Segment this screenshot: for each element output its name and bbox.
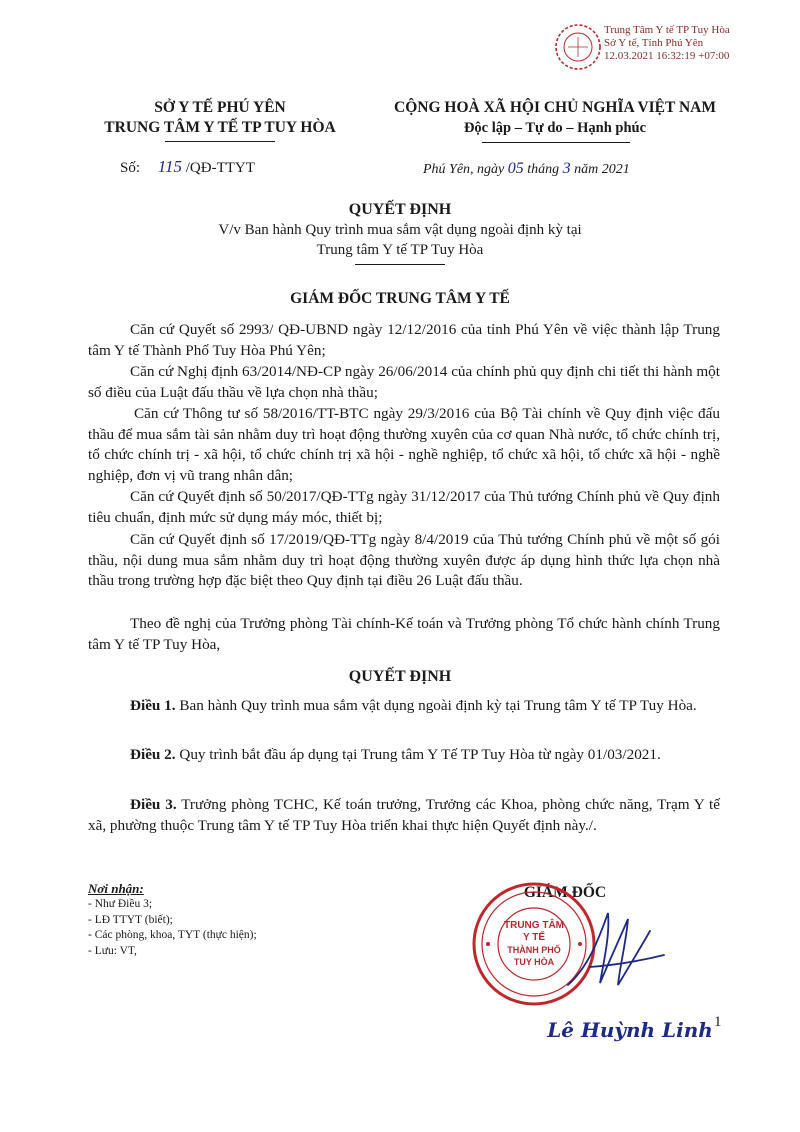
- recipient-item: - Các phòng, khoa, TYT (thực hiện);: [88, 929, 257, 941]
- article-1: [88, 696, 720, 717]
- basis-paragraph-3: Căn cứ Thông tư số 58/2016/TT-BTC ngày 29/3/2016 của Bộ Tài chính về Quy định việc đấu thầu để mua sắm tài sản nhằm duy trì hoạt động thường xuyên của cơ quan Nhà nước, tổ chức chính trị, tổ chức chính trị - xã hội, tổ chức chính trị xã hội - nghề nghiệp, tổ chức xã hội, tổ chức xã hội - nghề nghiệp, đơn vị vũ trang nhân dân;: [88, 405, 720, 484]
- recipients-block: [88, 880, 348, 959]
- digital-signature-block: [552, 22, 782, 72]
- recipients-title: Nơi nhận:: [88, 881, 144, 896]
- handwritten-signature: [560, 905, 670, 995]
- issuing-agency: [70, 98, 370, 138]
- digital-signature-line3: 12.03.2021 16:32:19 +07:00: [604, 50, 730, 62]
- national-title: [375, 98, 735, 139]
- date-month: 3: [562, 160, 571, 177]
- title-underline: [355, 264, 445, 265]
- document-date: [423, 160, 630, 178]
- article-3-text: Trưởng phòng TCHC, Kế toán trưởng, Trưởng các Khoa, phòng chức năng, Trạm Y tế xã, phường thuộc Trung tâm Y tế TP Tuy Hòa triển khai thực hiện Quyết định này./.: [88, 796, 720, 834]
- agency-underline: [165, 141, 275, 142]
- agency-line1: SỞ Y TẾ PHÚ YÊN: [154, 99, 286, 116]
- number-prefix: Số:: [120, 160, 141, 176]
- authority-heading: GIÁM ĐỐC TRUNG TÂM Y TẾ: [290, 290, 510, 307]
- recipient-item: - LĐ TTYT (biết);: [88, 913, 173, 926]
- title-block: [100, 200, 700, 260]
- stamp-line-4: TUY HÒA: [513, 957, 555, 967]
- date-day: 05: [507, 160, 524, 177]
- basis-paragraph-2: Căn cứ Nghị định 63/2014/NĐ-CP ngày 26/06/2014 của chính phủ quy định chi tiết thi hành một số điều của Luật đấu thầu về lựa chọn nhà thầu;: [88, 363, 720, 401]
- recipient-item: - Như Điều 3;: [88, 898, 153, 910]
- stamp-line-1: TRUNG TÂM: [504, 920, 564, 931]
- stamp-line-2: Y TẾ: [522, 932, 546, 943]
- stamp-line-3: THÀNH PHỐ: [507, 945, 561, 955]
- signer-title: GIÁM ĐỐC: [523, 884, 607, 901]
- article-2-text: Quy trình bắt đầu áp dụng tại Trung tâm Y Tế TP Tuy Hòa từ ngày 01/03/2021.: [179, 746, 661, 763]
- article-2: [88, 745, 720, 766]
- national-title-line1: CỘNG HOÀ XÃ HỘI CHỦ NGHĨA VIỆT NAM: [394, 99, 716, 116]
- basis-paragraph-6: Theo đề nghị của Trưởng phòng Tài chính-Kế toán và Trưởng phòng Tổ chức hành chính Trung tâm Y tế TP Tuy Hòa,: [88, 615, 720, 653]
- article-3-label: Điều 3.: [130, 796, 177, 813]
- motto-underline: [482, 142, 630, 143]
- number-handwritten: 115: [157, 157, 183, 176]
- article-1-label: Điều 1.: [130, 697, 176, 714]
- signer-name: Lê Huỳnh Linh: [547, 1018, 713, 1042]
- basis-paragraph-5: Căn cứ Quyết định số 17/2019/QĐ-TTg ngày 8/4/2019 của Thủ tướng Chính phủ về một số gói thầu, nội dung mua sắm nhằm duy trì hoạt động thường xuyên được áp dụng hình thức lựa chọn nhà thầu trong trường hợp đặc biệt theo Quy định tại điều 26 Luật đấu thầu.: [88, 531, 720, 589]
- basis-paragraph-4: Căn cứ Quyết định số 50/2017/QĐ-TTg ngày 31/12/2017 của Thủ tướng Chính phủ về Quy định tiêu chuẩn, định mức sử dụng máy móc, thiết bị;: [88, 488, 720, 526]
- digital-seal-icon: [552, 22, 604, 72]
- digital-signature-line2: Sở Y tế, Tỉnh Phú Yên: [604, 37, 704, 49]
- date-year: năm 2021: [574, 162, 630, 177]
- date-month-label: tháng: [527, 162, 560, 177]
- page-number: 1: [714, 1014, 722, 1030]
- digital-signature-line1: Trung Tâm Y tế TP Tuy Hòa: [604, 24, 730, 36]
- date-place: Phú Yên, ngày: [423, 162, 505, 177]
- national-motto: Độc lập – Tự do – Hạnh phúc: [463, 120, 647, 136]
- subject-line1: V/v Ban hành Quy trình mua sắm vật dụng ngoài định kỳ tại: [218, 222, 582, 238]
- decision-heading: QUYẾT ĐỊNH: [348, 668, 452, 685]
- document-number: [120, 157, 255, 177]
- recipient-item: - Lưu: VT,: [88, 944, 137, 957]
- agency-line2: TRUNG TÂM Y TẾ TP TUY HÒA: [104, 119, 336, 136]
- article-1-text: Ban hành Quy trình mua sắm vật dụng ngoài định kỳ tại Trung tâm Y tế TP Tuy Hòa.: [179, 697, 697, 714]
- basis-paragraph-1: Căn cứ Quyết số 2993/ QĐ-UBND ngày 12/12/2016 của tỉnh Phú Yên về việc thành lập Trung tâm Y tế Thành Phố Tuy Hòa Phú Yên;: [88, 321, 720, 359]
- number-suffix: /QĐ-TTYT: [185, 160, 255, 176]
- article-3: [88, 795, 720, 836]
- subject-line2: Trung tâm Y tế TP Tuy Hòa: [316, 242, 484, 258]
- article-2-label: Điều 2.: [130, 746, 176, 763]
- title-heading: QUYẾT ĐỊNH: [348, 201, 452, 218]
